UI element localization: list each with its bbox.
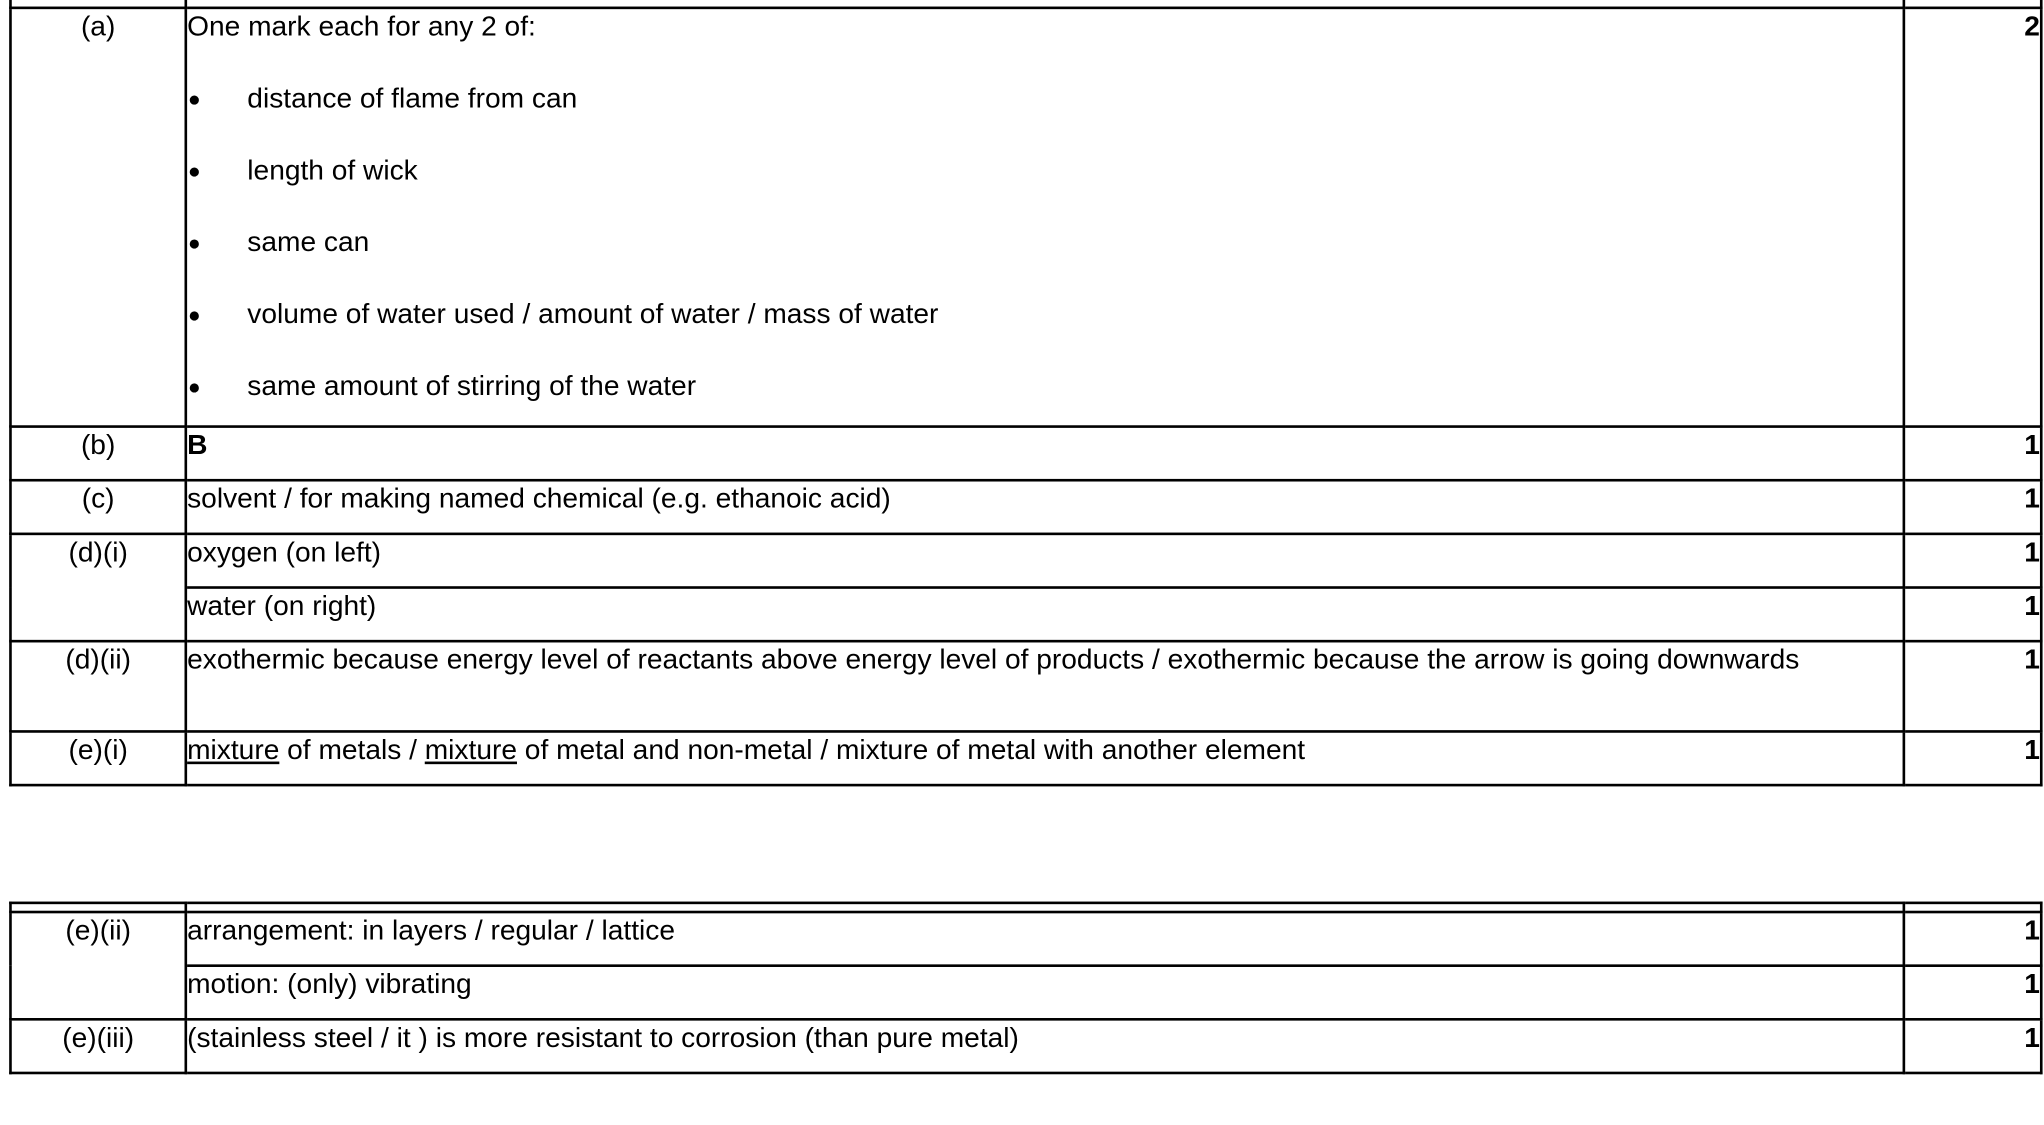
answer-cell: motion: (only) vibrating (186, 966, 1904, 1020)
marks-value: 1 (1904, 534, 2041, 588)
question-number: (d)(i) (10, 534, 185, 641)
answer-cell (186, 8, 1904, 427)
table-row (10, 966, 2041, 1020)
answer-cell: mixture of metals / mixture of metal and non-metal / mixture of metal with another element (186, 731, 1904, 785)
table-row (10, 480, 2041, 534)
table-row (10, 427, 2041, 481)
question-number: (e)(ii) (10, 912, 185, 1019)
answer-cell: B (186, 427, 1904, 481)
list-item: same amount of stirring of the water (187, 369, 1902, 404)
list-item: distance of flame from can (187, 81, 1902, 116)
answer-cell: oxygen (on left) (186, 534, 1904, 588)
table-row (10, 731, 2041, 785)
question-number: (d)(ii) (10, 641, 185, 731)
question-number: (a) (10, 8, 185, 427)
bullet-icon (190, 311, 199, 320)
table-header-row (10, 0, 2041, 8)
table-row (10, 8, 2041, 427)
table-row (10, 641, 2041, 731)
marks-value: 1 (1904, 480, 2041, 534)
answer-intro: One mark each for any 2 of: (187, 10, 536, 42)
marks-value: 1 (1904, 588, 2041, 642)
mark-scheme-table (9, 0, 2042, 786)
bullet-icon (190, 383, 199, 392)
question-number: (e)(iii) (10, 1019, 185, 1073)
answer-cell: solvent / for making named chemical (e.g. ethanoic acid) (186, 480, 1904, 534)
marks-value: 1 (1904, 427, 2041, 481)
question-number: (e)(i) (10, 731, 185, 785)
answer-bullet-list (187, 81, 1902, 404)
underlined-keyword: mixture (187, 734, 280, 766)
question-number: (c) (10, 480, 185, 534)
answer-cell: water (on right) (186, 588, 1904, 642)
table-header-row (10, 903, 2041, 912)
marks-value: 1 (1904, 731, 2041, 785)
list-item: same can (187, 225, 1902, 260)
table-row (10, 588, 2041, 642)
table-row (10, 534, 2041, 588)
marks-value: 1 (1904, 912, 2041, 966)
table-row (10, 1019, 2041, 1073)
underlined-keyword: mixture (424, 734, 517, 766)
answer-cell: (stainless steel / it ) is more resistant to corrosion (than pure metal) (186, 1019, 1904, 1073)
table-row (10, 912, 2041, 966)
marks-value: 1 (1904, 1019, 2041, 1073)
bullet-icon (190, 239, 199, 248)
bullet-icon (190, 167, 199, 176)
question-number: (b) (10, 427, 185, 481)
marks-value: 1 (1904, 641, 2041, 731)
marks-value: 1 (1904, 966, 2041, 1020)
answer-cell: arrangement: in layers / regular / lattice (186, 912, 1904, 966)
list-item: volume of water used / amount of water / mass of water (187, 297, 1902, 332)
marks-value: 2 (1904, 8, 2041, 427)
bullet-icon (190, 96, 199, 105)
mark-scheme-table-continued (9, 902, 2042, 1075)
list-item: length of wick (187, 153, 1902, 188)
answer-cell: exothermic because energy level of reactants above energy level of products / exothermic because the arrow is going downwards (186, 641, 1904, 731)
